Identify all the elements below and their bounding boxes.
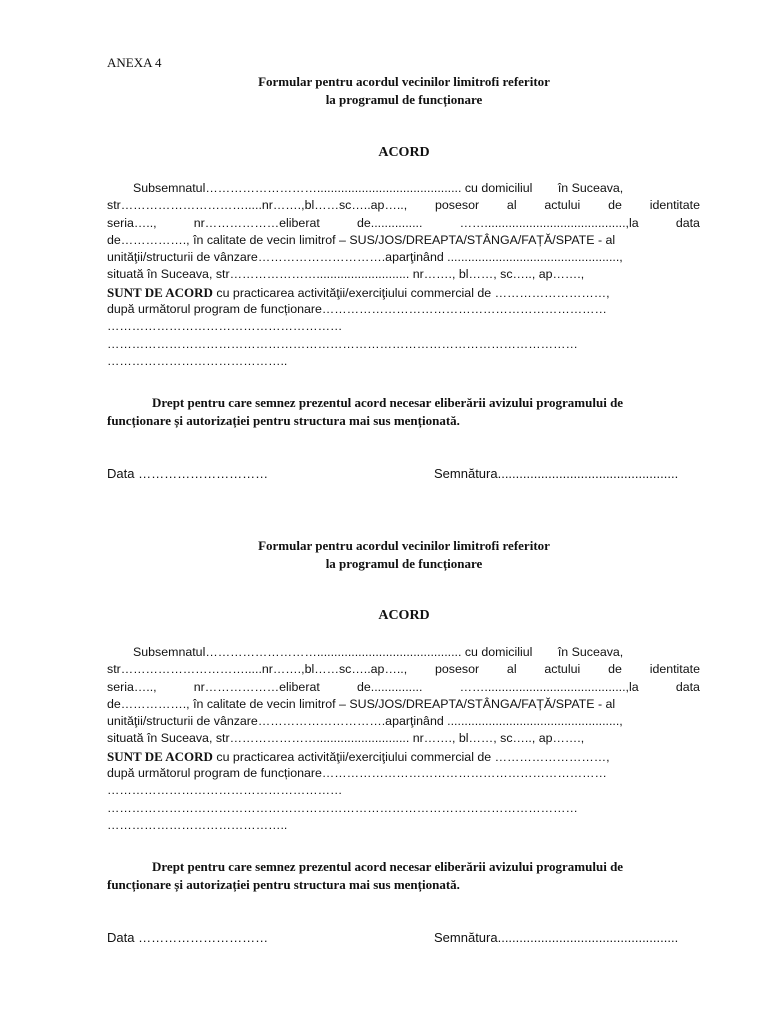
form-title-line-2: la programul de funcționare <box>325 556 483 571</box>
subsemnatul-text: Subsemnatul……………………….......................................... cu domiciliul <box>133 181 533 195</box>
word-identitate: identitate <box>649 662 700 677</box>
declaration-line-2 <box>107 197 700 214</box>
declaration-line-8: după următorul program de funcționare…………………………………………………………… <box>107 766 607 781</box>
word-de: de <box>608 198 622 213</box>
date-field: Data ………………………… <box>107 930 269 945</box>
suceava-text: în Suceava, <box>557 181 624 195</box>
declaration-line-10: …………………………………………………………………………………………………… <box>107 800 578 815</box>
sunt-de-acord-text: SUNT DE ACORD <box>107 284 213 300</box>
word-al: al <box>506 662 517 677</box>
declaration-line-11: …………………………………….. <box>107 353 288 368</box>
declaration-line-2 <box>107 661 700 678</box>
word-actului: actului <box>544 198 581 213</box>
declaration-line-5: unităţii/structurii de vânzare………………………….aparţinând .................................................., <box>107 714 623 729</box>
declaration-body <box>107 644 700 834</box>
drept-line-2: funcționare și autorizației pentru structura mai sus menționată. <box>107 413 460 428</box>
drept-line-1: Drept pentru care semnez prezentul acord necesar eliberării avizului programului de <box>152 395 624 410</box>
word-al: al <box>506 198 517 213</box>
drept-line-2: funcționare și autorizației pentru structura mai sus menționată. <box>107 877 460 892</box>
date-field: Data ………………………… <box>107 466 269 481</box>
form-title <box>0 537 768 573</box>
sunt-de-acord-text: SUNT DE ACORD <box>107 748 213 764</box>
word-de: de <box>608 662 622 677</box>
form-title-line-2: la programul de funcționare <box>325 92 483 107</box>
declaration-line-9: ………………………………………………… <box>107 319 343 334</box>
drept-line-1: Drept pentru care semnez prezentul acord necesar eliberării avizului programului de <box>152 859 624 874</box>
declaration-line-6: situată în Suceava, str…………………........................... nr……., bl……, sc….., ap……., <box>107 267 585 282</box>
declaration-line-7 <box>107 284 700 301</box>
de-text: de............... <box>356 215 423 230</box>
suceava-text: în Suceava, <box>557 645 624 659</box>
declaration-body <box>107 180 700 370</box>
declaration-line-5: unităţii/structurii de vânzare………………………….aparţinând .................................................., <box>107 250 623 265</box>
data-text: data <box>675 679 700 694</box>
acord-heading: ACORD <box>378 608 430 623</box>
form-title <box>0 73 768 109</box>
issuer-text: …….........................................,la <box>459 679 639 694</box>
declaration-line-9: ………………………………………………… <box>107 783 343 798</box>
signature-field: Semnătura.................................................. <box>434 466 679 481</box>
acord-heading: ACORD <box>378 145 430 160</box>
declaration-line-1 <box>107 644 700 661</box>
form-title-line-1: Formular pentru acordul vecinilor limitrofi referitor <box>258 538 550 553</box>
seria-text: seria….., <box>107 679 157 694</box>
declaration-line-11: …………………………………….. <box>107 817 288 832</box>
seria-text: seria….., <box>107 215 157 230</box>
form-title-line-1: Formular pentru acordul vecinilor limitrofi referitor <box>258 74 550 89</box>
annex-label: ANEXA 4 <box>107 55 162 70</box>
signature-field: Semnătura.................................................. <box>434 930 679 945</box>
word-identitate: identitate <box>649 198 700 213</box>
declaration-line-8: după următorul program de funcționare…………………………………………………………… <box>107 302 607 317</box>
declaration-line-7 <box>107 748 700 765</box>
declaration-line-1 <box>107 180 700 197</box>
nr-eliberat-text: nr………………eliberat <box>193 679 320 694</box>
address-text: str………………………….....nr…….,bl……sc…..ap….., <box>107 662 408 677</box>
activity-text: cu practicarea activităţii/exerciţiului commercial de ………………………, <box>216 285 610 300</box>
activity-text: cu practicarea activităţii/exerciţiului commercial de ………………………, <box>216 749 610 764</box>
address-text: str………………………….....nr…….,bl……sc…..ap….., <box>107 198 408 213</box>
word-actului: actului <box>544 662 581 677</box>
word-posesor: posesor <box>435 198 480 213</box>
drept-paragraph <box>107 394 700 430</box>
issuer-text: …….........................................,la <box>459 215 639 230</box>
de-text: de............... <box>356 679 423 694</box>
word-posesor: posesor <box>435 662 480 677</box>
declaration-line-3 <box>107 215 700 232</box>
declaration-line-10: …………………………………………………………………………………………………… <box>107 336 578 351</box>
declaration-line-4: de……………., în calitate de vecin limitrof – SUS/JOS/DREAPTA/STÂNGA/FAȚĂ/SPATE - al <box>107 232 616 247</box>
drept-paragraph <box>107 858 700 894</box>
declaration-line-4: de……………., în calitate de vecin limitrof – SUS/JOS/DREAPTA/STÂNGA/FAȚĂ/SPATE - al <box>107 696 616 711</box>
nr-eliberat-text: nr………………eliberat <box>193 215 320 230</box>
declaration-line-6: situată în Suceava, str…………………........................... nr……., bl……, sc….., ap……., <box>107 731 585 746</box>
declaration-line-3 <box>107 679 700 696</box>
data-text: data <box>675 215 700 230</box>
subsemnatul-text: Subsemnatul……………………….......................................... cu domiciliul <box>133 645 533 659</box>
